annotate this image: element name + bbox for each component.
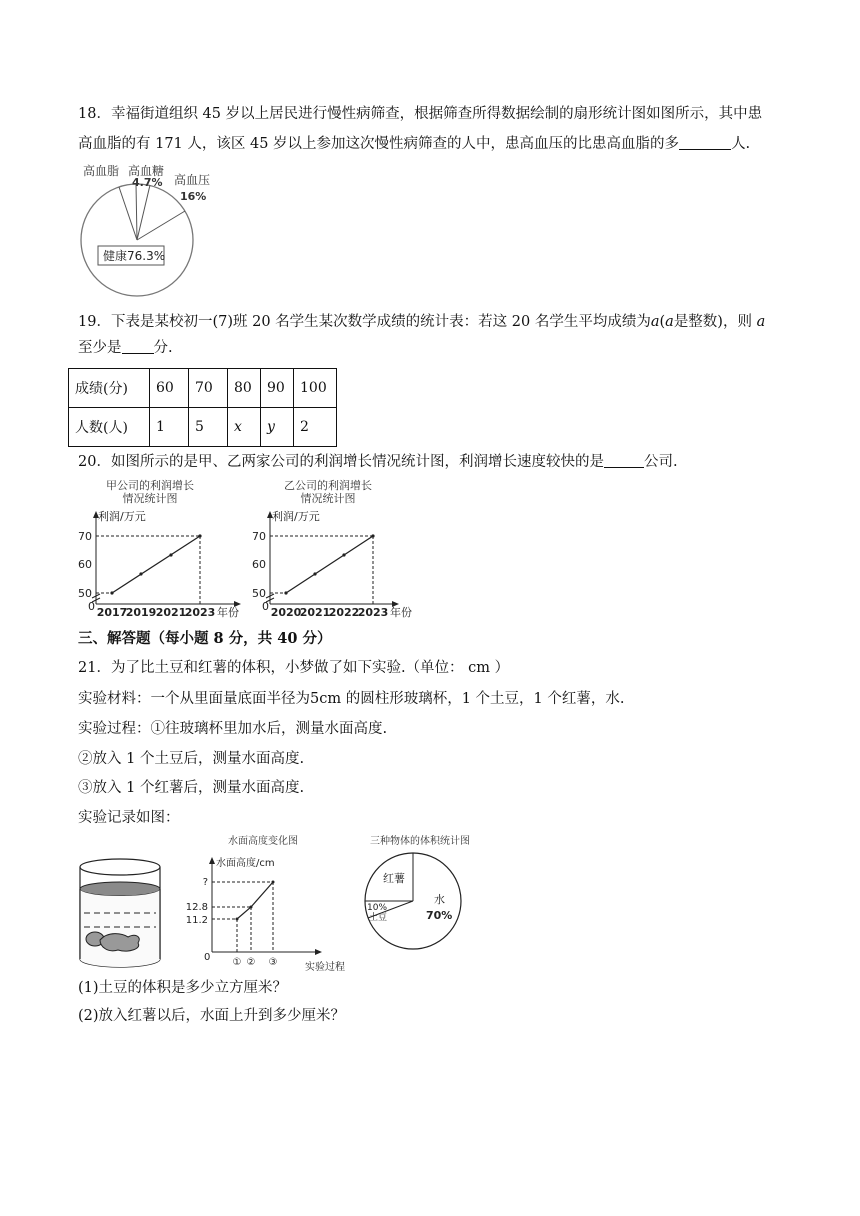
label-jiankang: 健康76.3% — [103, 249, 166, 263]
q19-line2 — [78, 338, 173, 358]
q19-line1 — [78, 312, 765, 332]
chart-b-ytick: 70 — [252, 530, 266, 543]
chart-a-xlabel: 年份 — [217, 606, 239, 619]
chart-b-ytick: 60 — [252, 558, 266, 571]
label-gaoxueya: 高血压 — [174, 173, 211, 187]
table-cell: 人数(人) — [69, 408, 150, 447]
pct-shui: 70% — [426, 909, 453, 922]
answer-blank — [604, 453, 644, 468]
q21-line4: ②放入 1 个土豆后，测量水面高度. — [78, 751, 305, 767]
label-hongshu: 红薯 — [383, 872, 405, 885]
water-chart-origin: 0 — [204, 952, 211, 963]
table-cell: y — [261, 408, 294, 447]
q18-line2-end: 人. — [731, 136, 751, 152]
chart-company-a — [80, 478, 260, 620]
chart-b-title2: 情况统计图 — [300, 492, 356, 505]
water-chart-ylabel: 水面高度/cm — [216, 858, 275, 869]
answer-blank — [679, 135, 731, 150]
table-cell: 1 — [150, 408, 189, 447]
q18-line2 — [78, 134, 750, 154]
water-chart-ytick: 12.8 — [185, 902, 208, 913]
water-chart-ytick: ? — [202, 877, 208, 888]
q21-line3: 实验过程：①往玻璃杯里加水后，测量水面高度. — [78, 721, 388, 737]
chart-b-xtick: 2022 — [328, 606, 360, 619]
chart-a-ytick: 70 — [78, 530, 92, 543]
chart-b-xtick: 2021 — [299, 606, 331, 619]
q19-line2-end: 分. — [153, 340, 173, 356]
table-cell: 100 — [294, 369, 337, 408]
paren-text: 是整数)，则 — [673, 314, 752, 330]
chart-b-xtick: 2023 — [357, 606, 389, 619]
volume-pie-chart — [360, 830, 490, 965]
label-gaoxuetang: 高血糖 — [128, 164, 165, 178]
volume-chart-title: 三种物体的体积统计图 — [370, 836, 470, 847]
chart-a-title2: 情况统计图 — [122, 492, 178, 505]
label-tudou: 土豆 — [369, 913, 388, 923]
table-cell: 70 — [189, 369, 228, 408]
chart-b-ylabel: 利润/万元 — [272, 510, 320, 523]
chart-a-xtick: 2023 — [184, 606, 216, 619]
var-a: a — [650, 314, 660, 330]
pct-gaoxueya: 16% — [180, 190, 207, 203]
q18-pie-chart — [70, 158, 230, 298]
table-row — [69, 408, 337, 447]
chart-a-ytick: 50 — [78, 587, 92, 600]
chart-a-ytick: 60 — [78, 558, 92, 571]
chart-a-origin: 0 — [88, 600, 95, 613]
chart-b-origin: 0 — [262, 600, 269, 613]
chart-a-xtick: 2021 — [155, 606, 187, 619]
chart-b-xtick: 2020 — [270, 606, 302, 619]
table-row — [69, 369, 337, 408]
q20-line1-text: 20．如图所示的是甲、乙两家公司的利润增长情况统计图，利润增长速度较快的是 — [78, 454, 604, 470]
q19-line1-text: 19．下表是某校初一(7)班 20 名学生某次数学成绩的统计表：若这 20 名学生平均成绩为 — [78, 314, 651, 330]
table-cell: 60 — [150, 369, 189, 408]
water-chart-ytick: 11.2 — [185, 915, 208, 926]
answer-blank — [122, 339, 154, 354]
table-cell: 90 — [261, 369, 294, 408]
table-cell: 2 — [294, 408, 337, 447]
q18-line1: 18．幸福街道组织 45 岁以上居民进行慢性病筛查，根据筛查所得数据绘制的扇形统计图如图所示，其中患 — [78, 106, 763, 122]
table-cell: 成绩(分) — [69, 369, 150, 408]
chart-a-ylabel: 利润/万元 — [98, 510, 146, 523]
table-cell: 5 — [189, 408, 228, 447]
water-chart-title: 水面高度变化图 — [228, 836, 298, 847]
q21-line6: 实验记录如图： — [78, 810, 180, 826]
score-table — [68, 368, 337, 447]
water-height-chart — [185, 830, 360, 973]
glass-cup-illustration — [72, 855, 172, 975]
label-gaoxuezhi: 高血脂 — [83, 164, 120, 178]
q20-line1-end: 公司. — [643, 454, 678, 470]
var-a-3: a — [756, 314, 766, 330]
q21-sub2: (2)放入红薯以后，水面上升到多少厘米？ — [78, 1008, 346, 1024]
pct-tudou: 10% — [367, 903, 388, 913]
q21-sub1: (1)土豆的体积是多少立方厘米？ — [78, 980, 288, 996]
q20-line1 — [78, 452, 678, 472]
chart-a-title1: 甲公司的利润增长 — [106, 479, 194, 492]
label-shui: 水 — [434, 893, 445, 906]
section-heading: 三、解答题（每小题 8 分，共 40 分） — [78, 630, 332, 647]
q19-line2-text: 至少是 — [78, 340, 122, 356]
chart-b-title1: 乙公司的利润增长 — [284, 479, 372, 492]
chart-a-xtick: 2017 — [96, 606, 128, 619]
chart-b-xlabel: 年份 — [390, 606, 412, 619]
paren-open: ( — [659, 314, 666, 330]
table-cell: x — [228, 408, 261, 447]
q21-line1: 21．为了比土豆和红薯的体积，小梦做了如下实验.（单位： cm ） — [78, 660, 510, 676]
q21-line5: ③放入 1 个红薯后，测量水面高度. — [78, 780, 305, 796]
water-chart-xtick: ② — [246, 957, 256, 968]
var-a-2: a — [665, 314, 674, 330]
chart-a-xtick: 2019 — [125, 606, 157, 619]
chart-b-ytick: 50 — [252, 587, 266, 600]
table-cell: 80 — [228, 369, 261, 408]
q18-line2-text: 高血脂的有 171 人，该区 45 岁以上参加这次慢性病筛查的人中，患高血压的比患高血脂的多 — [78, 136, 680, 152]
chart-company-b — [254, 478, 434, 620]
pct-gaoxuetang: 4.7% — [132, 176, 163, 189]
q21-line2: 实验材料：一个从里面量底面半径为5cm 的圆柱形玻璃杯，1 个土豆，1 个红薯，水. — [78, 691, 625, 707]
water-chart-xlabel: 实验过程 — [305, 962, 345, 973]
water-chart-xtick: ① — [232, 957, 242, 968]
water-chart-xtick: ③ — [268, 957, 278, 968]
